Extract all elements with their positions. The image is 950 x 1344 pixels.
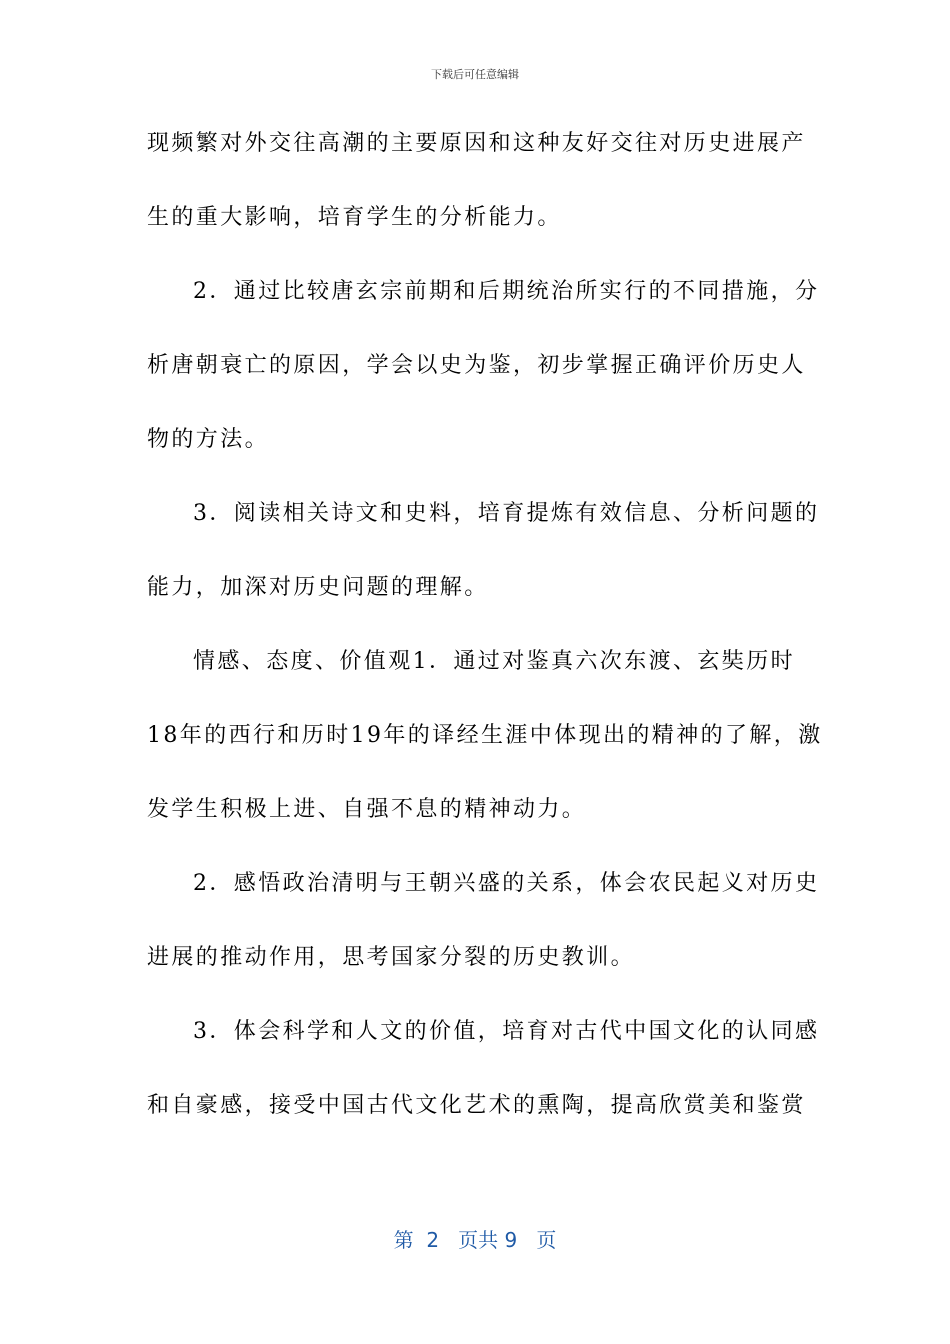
text-line: 18年的西行和历时19年的译经生涯中体现出的精神的了解，激 (147, 723, 823, 748)
text-line: 情感、态度、价值观1．通过对鉴真六次东渡、玄奘历时 (193, 649, 795, 674)
text-line: 物的方法。 (147, 427, 270, 452)
text-line: 2．通过比较唐玄宗前期和后期统治所实行的不同措施，分 (193, 279, 820, 304)
text-line: 和自豪感，接受中国古代文化艺术的熏陶，提高欣赏美和鉴赏 (147, 1093, 806, 1118)
document-body (147, 122, 823, 1158)
text-line: 现频繁对外交往高潮的主要原因和这种友好交往对历史进展产 (147, 131, 806, 156)
text-line: 3．阅读相关诗文和史料，培育提炼有效信息、分析问题的 (193, 501, 820, 526)
text-line: 进展的推动作用，思考国家分裂的历史教训。 (147, 945, 636, 970)
header-note: 下载后可任意编辑 (431, 68, 519, 81)
text-line: 发学生积极上进、自强不息的精神动力。 (147, 797, 587, 822)
text-line: 生的重大影响，培育学生的分析能力。 (147, 205, 562, 230)
text-line: 析唐朝衰亡的原因，学会以史为鉴，初步掌握正确评价历史人 (147, 353, 806, 378)
text-line: 3．体会科学和人文的价值，培育对古代中国文化的认同感 (193, 1019, 820, 1044)
page-number-footer: 第 2 页共 9 页 (393, 1228, 557, 1252)
text-line: 能力，加深对历史问题的理解。 (147, 575, 489, 600)
text-line: 2．感悟政治清明与王朝兴盛的关系，体会农民起义对历史 (193, 871, 820, 896)
